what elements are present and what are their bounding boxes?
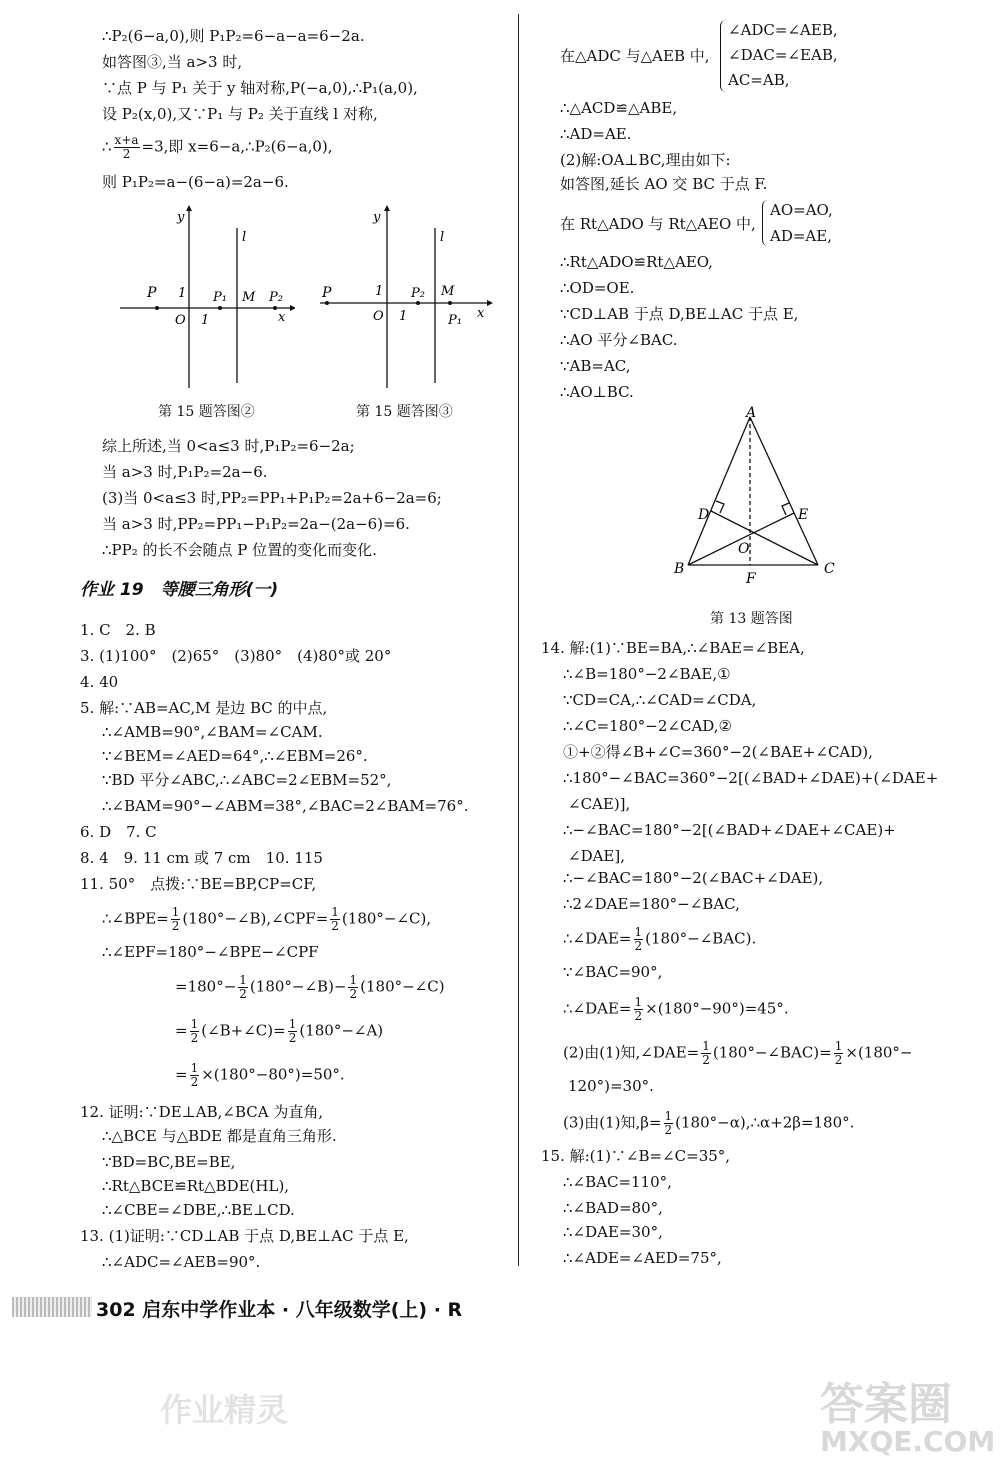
figure-15-2: [115, 203, 295, 393]
answer-line: ∴∠C=180°−2∠CAD,②: [563, 717, 732, 735]
text-line: ∵CD⊥AB 于点 D,BE⊥AC 于点 E,: [560, 305, 799, 323]
fraction: $\frac{1}{2}$: [239, 973, 247, 1001]
point-label: P: [322, 285, 332, 301]
system-line: ∠ADC=∠AEB,: [728, 21, 838, 39]
text-line: 当 a>3 时,PP₂=PP₁−P₁P₂=2a−(2a−6)=6.: [102, 515, 410, 533]
watermark: MXQE.COM: [820, 1425, 996, 1458]
formula-line: ∴∠DAE= $\frac{1}{2}$ (180°−∠BAC).: [563, 925, 757, 953]
fraction: $\frac{1}{2}$: [288, 1017, 297, 1045]
answer-line: ∴∠BAC=110°,: [563, 1173, 672, 1191]
text-line: ∴AO⊥BC.: [560, 383, 634, 401]
text-line: 如答图③,当 a>3 时,: [102, 53, 243, 71]
text-line: 综上所述,当 0<a≤3 时,P₁P₂=6−2a;: [102, 437, 355, 455]
answer-line: ∵∠BEM=∠AED=64°,∴∠EBM=26°.: [102, 747, 368, 765]
page-footer: 302 启东中学作业本 · 八年级数学(上) · R: [96, 1299, 463, 1321]
answer-line: ∴Rt△BCE≌Rt△BDE(HL),: [102, 1177, 290, 1195]
formula-line: = $\frac{1}{2}$ ×(180°−80°)=50°.: [175, 1061, 345, 1089]
text-line: ∵点 P 与 P₁ 关于 y 轴对称,P(−a,0),∴P₁(a,0),: [102, 79, 418, 97]
answer-line: 8. 4 9. 11 cm 或 7 cm 10. 115: [80, 849, 323, 867]
answer-line: ∴2∠DAE=180°−∠BAC,: [563, 895, 740, 913]
fraction: $\frac{1}{2}$: [634, 925, 643, 953]
fraction: $\frac{1}{2}$: [349, 973, 358, 1001]
point-label: M: [242, 290, 256, 305]
formula-line: =180°− $\frac{1}{2}$ (180°−∠B)− $\frac{1}{2}$ (180°−∠C): [175, 973, 445, 1001]
origin-label: O: [373, 309, 384, 324]
footer-decoration: [12, 1297, 92, 1317]
point-label: P₁: [448, 313, 462, 328]
point-label: O: [738, 541, 750, 557]
axis-label-y: y: [177, 210, 185, 225]
fraction: $\frac{1}{2}$: [834, 1039, 843, 1067]
formula-line: (3)由(1)知,β= $\frac{1}{2}$ (180°−α),∴α+2β=180°.: [563, 1109, 855, 1137]
point-label: P₁: [213, 290, 227, 305]
text-line: ∴OD=OE.: [560, 279, 635, 297]
fraction: $\frac{1}{2}$: [634, 995, 643, 1023]
system-line: AC=AB,: [728, 71, 790, 89]
text-line: ∴AD=AE.: [560, 125, 632, 143]
answer-line: ①+②得∠B+∠C=360°−2(∠BAE+∠CAD),: [563, 743, 873, 761]
answer-line: 11. 50° 点拨:∵BE=BP,CP=CF,: [80, 875, 317, 893]
formula-line: ∴∠EPF=180°−∠BPE−∠CPF: [102, 943, 319, 961]
answer-line: ∵CD=CA,∴∠CAD=∠CDA,: [563, 691, 757, 709]
point-label: F: [746, 571, 756, 587]
formula-line: ∴∠BPE= $\frac{1}{2}$ (180°−∠B),∠CPF= $\frac{1}{2}$ (180°−∠C),: [102, 905, 432, 933]
answer-line: ∴∠CBE=∠DBE,∴BE⊥CD.: [102, 1201, 295, 1219]
system-line: AO=AO,: [770, 201, 833, 219]
formula-line: = $\frac{1}{2}$ (∠B+∠C)= $\frac{1}{2}$ (180°−∠A): [175, 1017, 384, 1045]
formula-line: (2)由(1)知,∠DAE= $\frac{1}{2}$ (180°−∠BAC)= $\frac{1}{2}$ ×(180°−: [563, 1039, 913, 1067]
tick-label: 1: [375, 284, 384, 299]
text-line: ∴PP₂ 的长不会随点 P 位置的变化而变化.: [102, 541, 377, 559]
point-label: C: [824, 561, 835, 577]
system-line: AD=AE,: [770, 227, 832, 245]
answer-line: 120°)=30°.: [568, 1077, 654, 1095]
answer-line: ∴∠BAM=90°−∠ABM=38°,∠BAC=2∠BAM=76°.: [102, 797, 469, 815]
answer-line: ∴180°−∠BAC=360°−2[(∠BAD+∠DAE)+(∠DAE+: [563, 769, 939, 787]
section-heading: 作业 19 等腰三角形(一): [80, 580, 279, 600]
system-brace: [762, 200, 769, 246]
fraction: $\frac{1}{2}$: [664, 1109, 673, 1137]
figure-13: [660, 405, 850, 595]
system-line: ∠DAC=∠EAB,: [728, 46, 838, 64]
answer-line: ∴∠ADE=∠AED=75°,: [563, 1249, 722, 1267]
answer-line: ∵BD=BC,BE=BE,: [102, 1153, 236, 1171]
text-line: ∴AO 平分∠BAC.: [560, 331, 678, 349]
line-label-l: l: [440, 230, 445, 245]
text-line: ∴△ACD≌△ABE,: [560, 99, 678, 117]
tick-label: 1: [178, 286, 187, 301]
line-label-l: l: [242, 230, 247, 245]
answer-line: ∴∠BAD=80°,: [563, 1199, 663, 1217]
answer-line: ∠DAE],: [568, 847, 625, 865]
fraction: $\frac{x+a}{2}$: [114, 133, 139, 161]
tick-label: 1: [201, 313, 210, 328]
answer-line: ∴∠DAE=30°,: [563, 1223, 663, 1241]
answer-line: ∴∠ADC=∠AEB=90°.: [102, 1253, 261, 1271]
figure-caption: 第 15 题答图③: [356, 404, 453, 420]
text-line: 当 a>3 时,P₁P₂=2a−6.: [102, 463, 268, 481]
figure-caption: 第 13 题答图: [710, 611, 793, 627]
axis-label-x: x: [477, 306, 485, 321]
origin-label: O: [175, 313, 186, 328]
answer-line: ∴∠B=180°−2∠BAE,①: [563, 665, 731, 683]
point-label: A: [746, 405, 757, 421]
text-line: ∴P₂(6−a,0),则 P₁P₂=6−a−a=6−2a.: [102, 27, 365, 45]
answer-line: 4. 40: [80, 673, 119, 691]
answer-line: ∴−∠BAC=180°−2[(∠BAD+∠DAE+∠CAE)+: [563, 821, 896, 839]
point-label: B: [674, 561, 685, 577]
figure-caption: 第 15 题答图②: [158, 404, 255, 420]
text-line: ∵AB=AC,: [560, 357, 631, 375]
axis-label-x: x: [278, 310, 286, 325]
answer-line: ∴∠AMB=90°,∠BAM=∠CAM.: [102, 723, 323, 741]
text-line: (2)解:OA⊥BC,理由如下:: [560, 151, 731, 169]
answer-line: ∵∠BAC=90°,: [563, 963, 663, 981]
answer-line: ∵BD 平分∠ABC,∴∠ABC=2∠EBM=52°,: [102, 771, 392, 789]
text-line: 在 Rt△ADO 与 Rt△AEO 中,: [560, 215, 756, 233]
answer-line: ∴−∠BAC=180°−2(∠BAC+∠DAE),: [563, 869, 824, 887]
formula-line: ∴ $\frac{x+a}{2}$ =3,即 x=6−a,∴P₂(6−a,0),: [102, 133, 333, 161]
figure-15-3: [315, 203, 500, 393]
text-line: (3)当 0<a≤3 时,PP₂=PP₁+P₁P₂=2a+6−2a=6;: [102, 489, 442, 507]
point-label: P₂: [411, 286, 425, 301]
answer-line: 12. 证明:∵DE⊥AB,∠BCA 为直角,: [80, 1103, 324, 1121]
point-label: M: [441, 284, 455, 299]
watermark: 答案圈: [820, 1379, 952, 1430]
answer-line: 15. 解:(1)∵∠B=∠C=35°,: [541, 1147, 731, 1165]
fraction: $\frac{1}{2}$: [331, 905, 339, 933]
fraction: $\frac{1}{2}$: [171, 905, 180, 933]
watermark: 作业精灵: [160, 1391, 289, 1429]
point-label: E: [798, 507, 809, 523]
tick-label: 1: [399, 309, 408, 324]
answer-line: 6. D 7. C: [80, 823, 157, 841]
fraction: $\frac{1}{2}$: [190, 1017, 199, 1045]
fraction: $\frac{1}{2}$: [190, 1061, 199, 1089]
axis-label-y: y: [373, 210, 381, 225]
point-label: P₂: [269, 290, 283, 305]
point-label: D: [698, 507, 710, 523]
answer-line: 13. (1)证明:∵CD⊥AB 于点 D,BE⊥AC 于点 E,: [80, 1227, 409, 1245]
answer-line: ∠CAE)],: [568, 795, 631, 813]
answer-line: ∴△BCE 与△BDE 都是直角三角形.: [102, 1127, 337, 1145]
formula-line: ∴∠DAE= $\frac{1}{2}$ ×(180°−90°)=45°.: [563, 995, 789, 1023]
text-line: 则 P₁P₂=a−(6−a)=2a−6.: [102, 173, 289, 191]
system-brace: [720, 20, 727, 92]
text-line: 如答图,延长 AO 交 BC 于点 F.: [560, 175, 768, 193]
answer-line: 5. 解:∵AB=AC,M 是边 BC 的中点,: [80, 699, 328, 717]
fraction: $\frac{1}{2}$: [702, 1039, 710, 1067]
text-line: ∴Rt△ADO≌Rt△AEO,: [560, 253, 713, 271]
answer-line: 1. C 2. B: [80, 621, 156, 639]
point-label: P: [147, 285, 157, 301]
answer-line: 14. 解:(1)∵BE=BA,∴∠BAE=∠BEA,: [541, 639, 805, 657]
text-line: 设 P₂(x,0),又∵P₁ 与 P₂ 关于直线 l 对称,: [102, 105, 378, 123]
answer-line: 3. (1)100° (2)65° (3)80° (4)80°或 20°: [80, 647, 392, 665]
column-divider: [518, 14, 519, 1266]
text-line: 在△ADC 与△AEB 中,: [560, 47, 710, 65]
